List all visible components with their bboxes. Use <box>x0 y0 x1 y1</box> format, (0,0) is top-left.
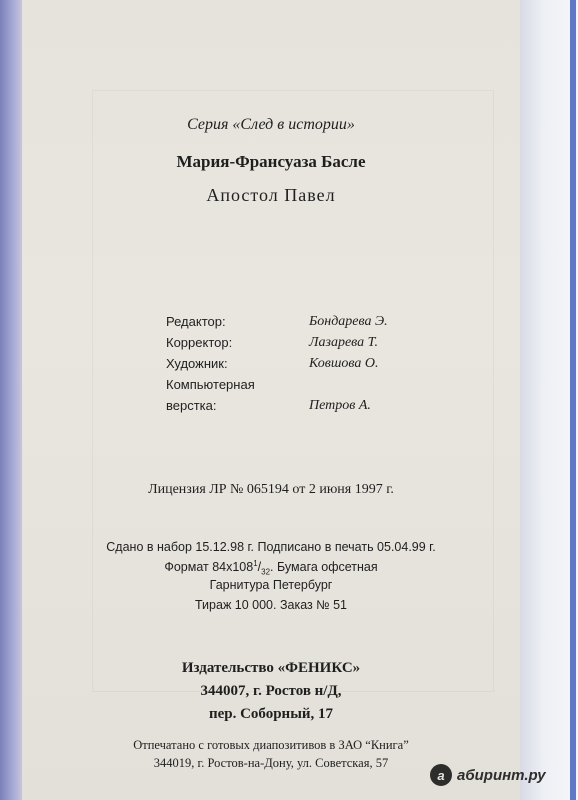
credit-row <box>166 335 456 356</box>
format-prefix: Формат 84х108 <box>164 560 254 575</box>
publisher-street: пер. Соборный, 17 <box>208 706 334 722</box>
credit-role: Редактор: <box>166 314 226 329</box>
print-dates: Сдано в набор 15.12.98 г. Подписано в печать 05.04.99 г. <box>106 540 436 554</box>
book-title: Апостол Павел <box>206 185 336 205</box>
credit-role: Компьютерная <box>166 377 255 392</box>
format-denominator: 32 <box>261 567 271 577</box>
credit-name: Бондарева Э. <box>309 314 388 329</box>
adjacent-page <box>518 0 578 800</box>
author-name: Мария-Франсуаза Басле <box>176 152 366 171</box>
format-slash: / <box>257 560 262 575</box>
credit-role: Художник: <box>166 356 228 371</box>
credit-row <box>166 314 456 335</box>
license-line: Лицензия ЛР № 065194 от 2 июня 1997 г. <box>148 482 394 497</box>
credit-name: Лазарева Т. <box>309 335 379 350</box>
credits-block <box>166 314 456 419</box>
credit-name: Ковшова О. <box>309 356 379 371</box>
publisher-city: 344007, г. Ростов н/Д, <box>200 683 342 699</box>
page-edge-stripe <box>570 0 576 800</box>
format-numerator: 1 <box>253 559 258 568</box>
print-run-line: Тираж 10 000. Заказ № 51 <box>194 598 348 612</box>
credit-name: Петров А. <box>309 398 371 413</box>
watermark-logo <box>430 760 546 790</box>
credit-row <box>166 356 456 377</box>
series-line: Серия «След в истории» <box>187 116 355 133</box>
watermark-text: абиринт.ру <box>457 766 546 784</box>
labirint-logo-icon: a <box>430 764 452 786</box>
credit-role: верстка: <box>166 398 217 413</box>
printer-line: Отпечатано с готовых диапозитивов в ЗАО “Книга” <box>133 738 409 752</box>
book-cover-edge <box>0 0 22 800</box>
credit-role: Корректор: <box>166 335 233 350</box>
printer-address: 344019, г. Ростов-на-Дону, ул. Советская, 57 <box>153 756 389 770</box>
format-line <box>22 559 520 577</box>
publisher-name: Издательство «ФЕНИКС» <box>181 660 361 676</box>
format-suffix: . Бумага офсетная <box>270 560 378 575</box>
credit-row <box>166 398 456 419</box>
credit-row <box>166 377 456 398</box>
typeface-line: Гарнитура Петербург <box>209 578 333 592</box>
colophon-page <box>22 0 520 800</box>
